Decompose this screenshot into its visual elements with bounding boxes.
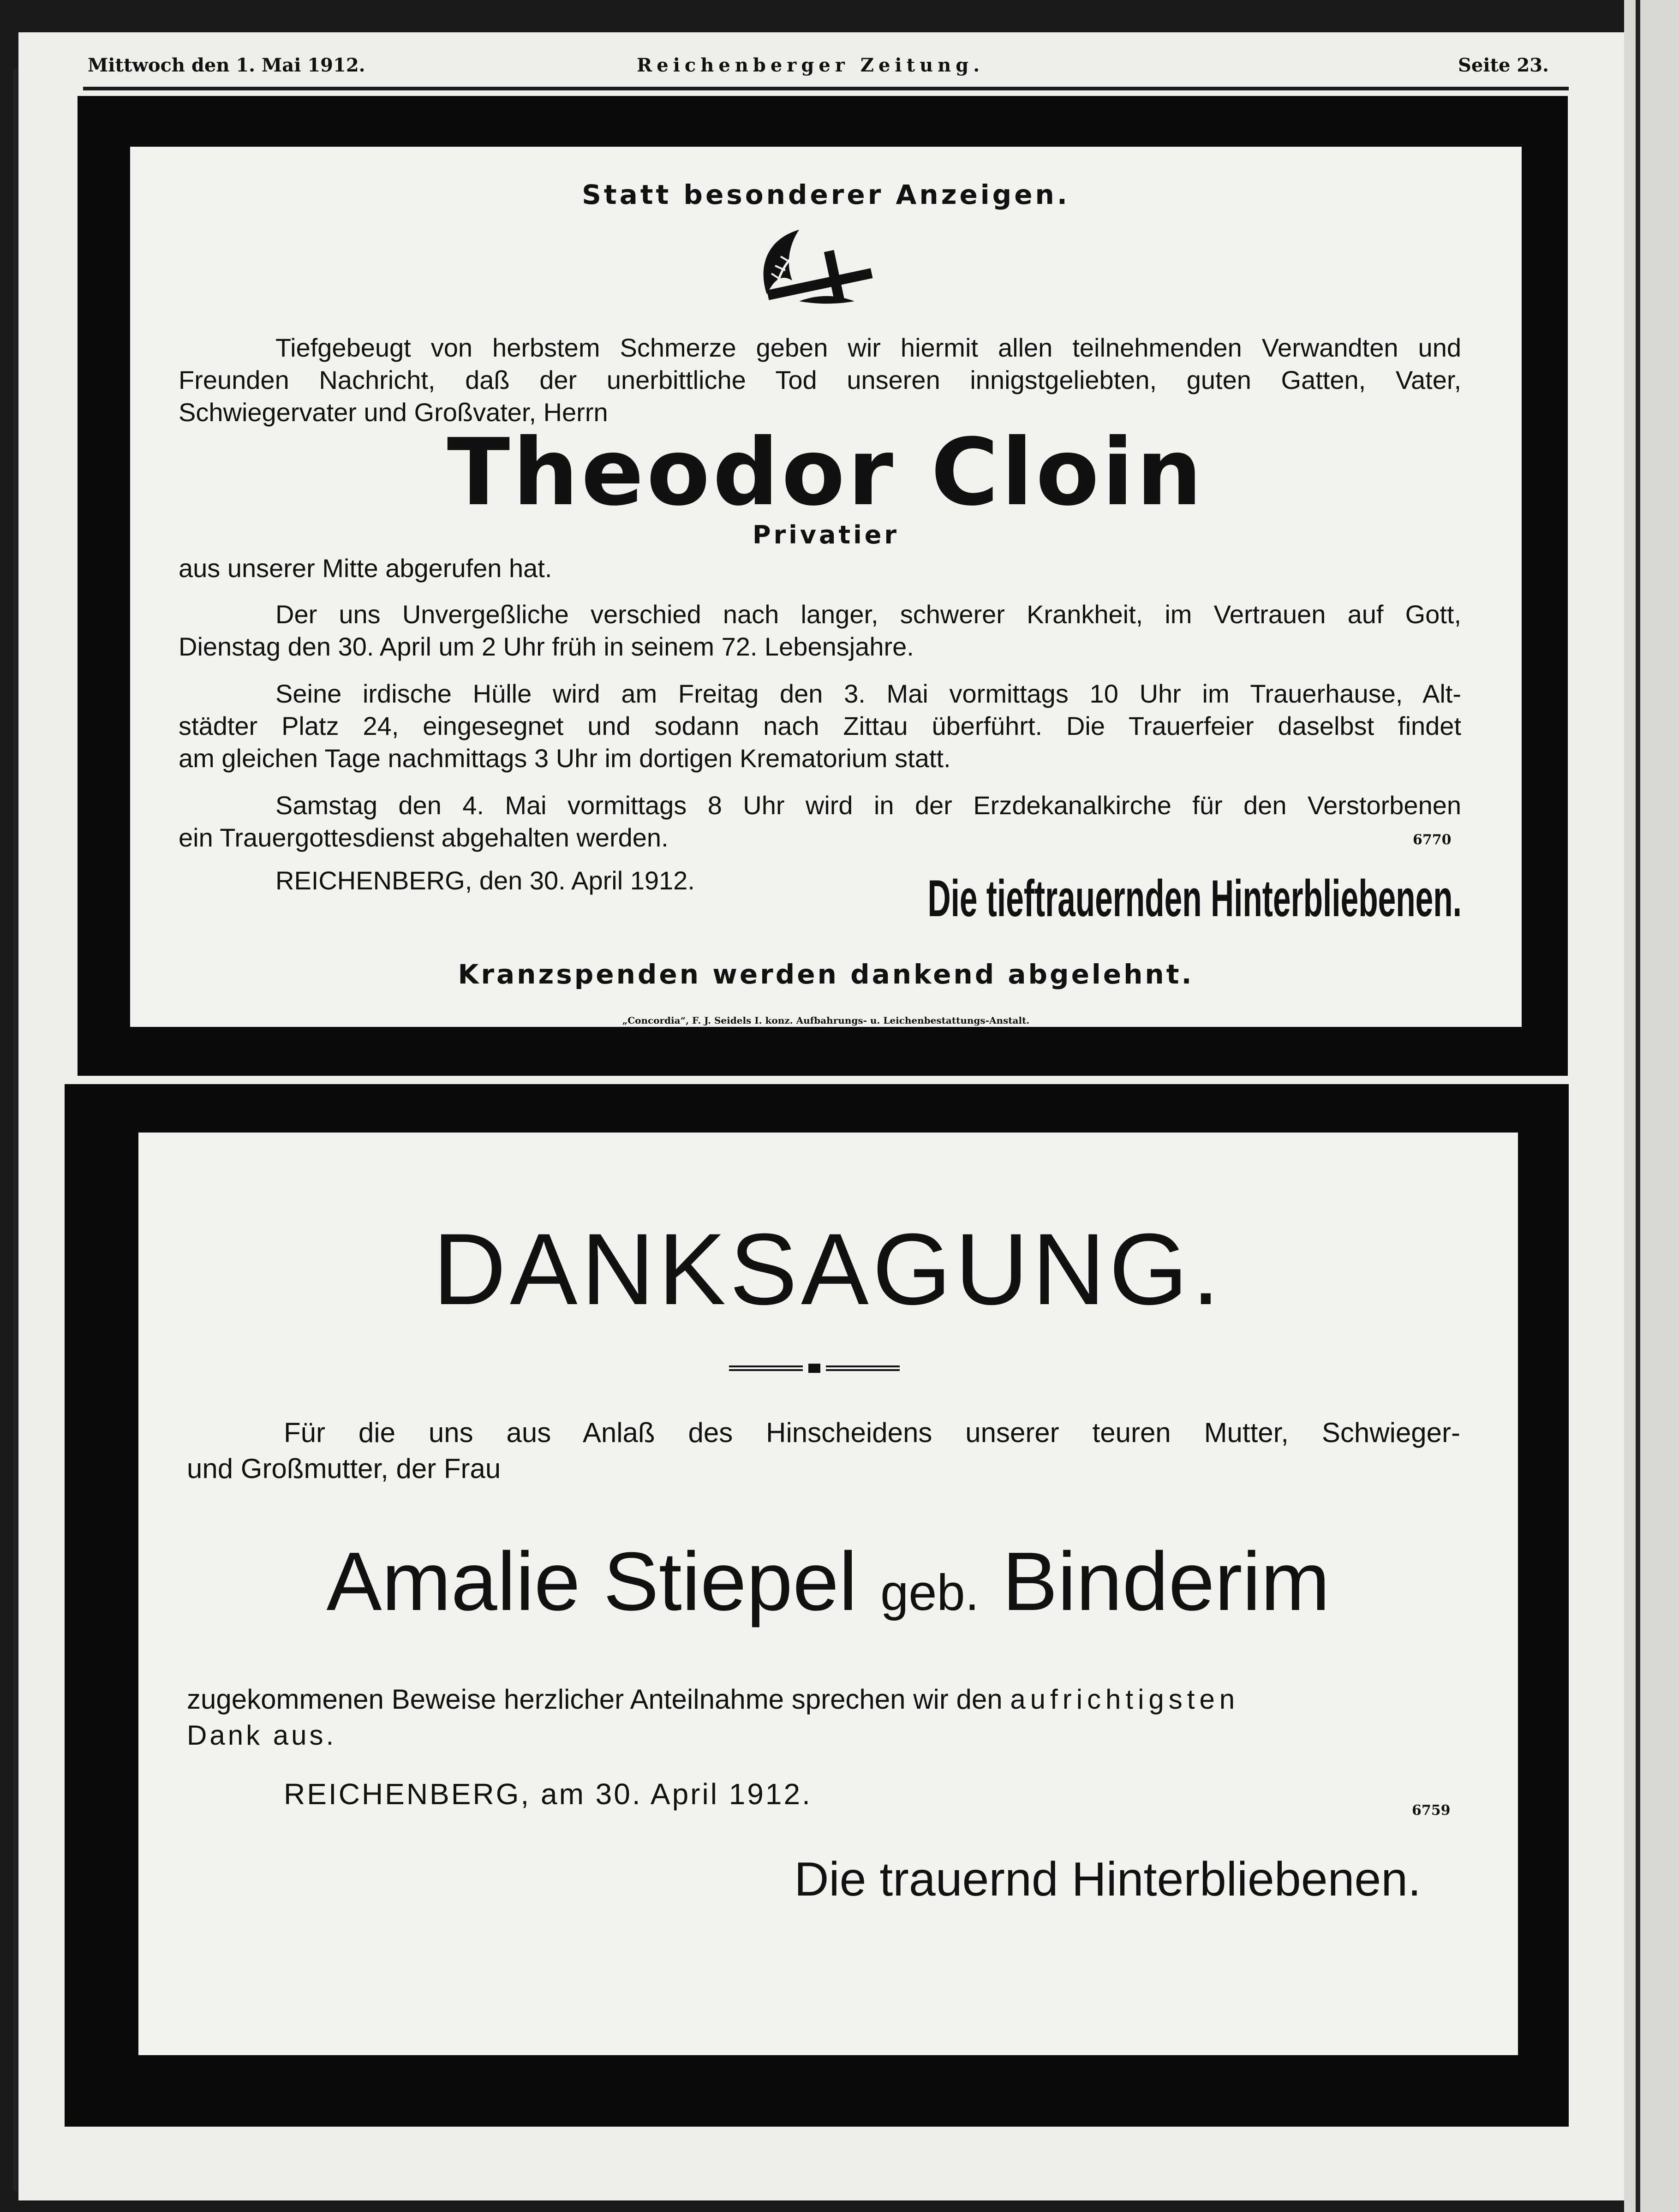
para4-line-1: Samstag den 4. Mai vormittags 8 Uhr wird in der Erzdekanalkirche für den Verstorbenen xyxy=(275,791,1461,820)
thanks-intro-line-1: Für die uns aus Anlaß des Hinscheidens unserer teuren Mutter, Schwieger- xyxy=(284,1417,1460,1448)
thanks-intro-line-2: und Großmutter, der Frau xyxy=(187,1453,501,1484)
deceased-title: Privatier xyxy=(753,520,899,549)
signature: Die tieftrauernden Hinterbliebenen. xyxy=(927,870,1462,927)
right-edge-line xyxy=(1636,0,1640,2212)
para3-line-1: Seine irdische Hülle wird am Freitag den 3. Mai vormittags 10 Uhr im Trauerhause, Alt- xyxy=(275,679,1461,708)
intro-line-1: Tiefgebeugt von herbstem Schmerze geben wir hiermit allen teilnehmenden Verwandten und xyxy=(275,333,1461,362)
funeral-home-imprint: „Concordia“, F. J. Seidels I. konz. Aufbahrungs- u. Leichenbestattungs-Anstalt. xyxy=(622,1015,1030,1026)
deceased-name-2 xyxy=(138,1534,1518,1629)
name-geb: geb. xyxy=(880,1564,980,1621)
right-margin xyxy=(1624,0,1679,2212)
thanks-heading: DANKSAGUNG. xyxy=(433,1212,1224,1326)
thanks-notice xyxy=(138,1133,1518,2055)
para3-line-3: am gleichen Tage nachmittags 3 Uhr im dortigen Krematorium statt. xyxy=(179,744,951,773)
thanks-line-2: Dank aus. xyxy=(187,1720,337,1751)
left-edge-line xyxy=(13,69,18,2191)
ad-number-2: 6759 xyxy=(1412,1802,1451,1818)
header-rule xyxy=(83,87,1569,90)
death-notice xyxy=(130,147,1522,1027)
wreath-note: Kranzspenden werden dankend abgelehnt. xyxy=(458,959,1194,990)
name-last: Binderim xyxy=(1002,1535,1330,1628)
thanks-line-1-spaced: aufrichtigsten xyxy=(1010,1684,1240,1715)
intro-line-3: Schwiegervater und Großvater, Herrn xyxy=(179,398,608,427)
after-name-line: aus unserer Mitte abgerufen hat. xyxy=(179,554,552,583)
notice-heading: Statt besonderer Anzeigen. xyxy=(582,179,1070,210)
ornamental-rule xyxy=(729,1361,900,1375)
thanks-line-1-text: zugekommenen Beweise herzlicher Anteilnahme sprechen wir den xyxy=(187,1684,1003,1715)
deceased-name: Theodor Cloin xyxy=(447,419,1205,526)
para3-line-2: städter Platz 24, eingesegnet und sodann nach Zittau überführt. Die Trauerfeier daselbst findet xyxy=(179,711,1461,740)
signature-2: Die trauernd Hinterbliebenen. xyxy=(794,1853,1421,1906)
thanks-line-1 xyxy=(187,1681,1460,1717)
para4-line-2: ein Trauergottesdienst abgehalten werden. xyxy=(179,823,669,852)
header-page-number: Seite 23. xyxy=(1458,54,1549,76)
cross-with-palm-icon xyxy=(748,225,878,306)
para2-line-2: Dienstag den 30. April um 2 Uhr früh in seinem 72. Lebensjahre. xyxy=(179,632,914,661)
para2-line-1: Der uns Unvergeßliche verschied nach langer, schwerer Krankheit, im Vertrauen auf Gott, xyxy=(275,600,1461,629)
header-date: Mittwoch den 1. Mai 1912. xyxy=(88,54,365,76)
ad-number: 6770 xyxy=(1413,832,1452,848)
place-date-2: REICHENBERG, am 30. April 1912. xyxy=(284,1777,812,1811)
place-date: REICHENBERG, den 30. April 1912. xyxy=(275,866,695,895)
intro-line-2: Freunden Nachricht, daß der unerbittliche Tod unseren innigstgeliebten, guten Gatten, Vater, xyxy=(179,365,1461,394)
name-first: Amalie Stiepel xyxy=(326,1535,858,1628)
header-newspaper-title: Reichenberger Zeitung. xyxy=(637,54,985,76)
